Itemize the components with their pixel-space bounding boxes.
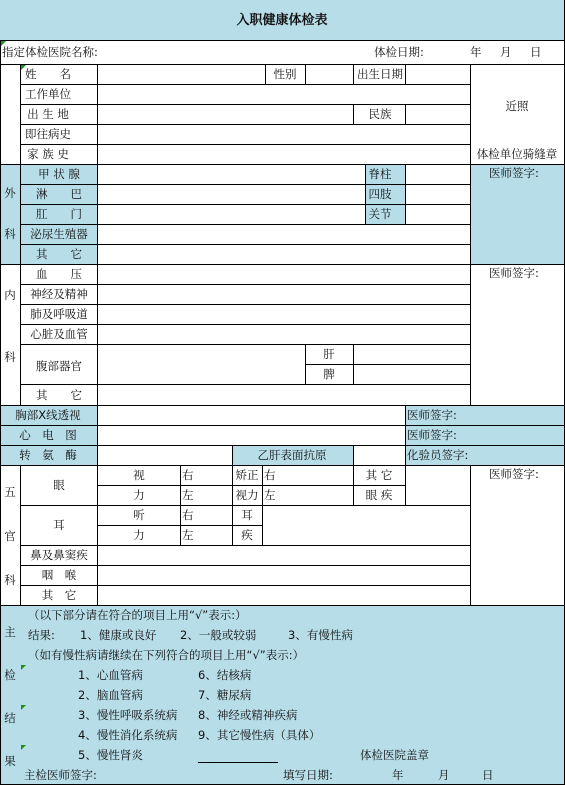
ethnicity-field[interactable]: [406, 105, 469, 124]
ent-section-char-2: 官: [4, 529, 16, 543]
ecg-doctor-sign-label: 医师签字:: [407, 428, 457, 442]
throat-label: 咽 喉: [41, 568, 77, 582]
conclusion-section-char-4: 果: [4, 754, 16, 768]
disease-option-4[interactable]: 4、慢性消化系统病: [78, 728, 178, 742]
ent-section-char-3: 科: [4, 573, 16, 587]
name-field[interactable]: [98, 65, 264, 84]
result-label: 结果:: [28, 628, 55, 642]
fill-date-label: 填写日期:: [283, 768, 333, 782]
liver-label: 肝: [323, 347, 335, 361]
hearing-char-2: 力: [133, 528, 145, 542]
hbsag-label: 乙肝表面抗原: [257, 448, 327, 462]
hearing-left-label: 左: [182, 528, 194, 542]
internal-other-label: 其 它: [36, 388, 82, 402]
seal-label: 体检单位骑缝章: [476, 147, 558, 161]
limbs-label: 四肢: [368, 187, 392, 201]
alt-entry[interactable]: [97, 445, 232, 465]
vision-right-label: 右: [182, 468, 194, 482]
internal-section-char-1: 内: [4, 288, 16, 302]
ecg-label: 心 电 图: [19, 428, 77, 442]
nervous-label: 神经及精神: [30, 287, 88, 301]
nervous-field[interactable]: [98, 285, 469, 304]
ent-doctor-sign-label: 医师签字:: [489, 467, 539, 481]
lab-sign-label: 化验员签字:: [407, 448, 469, 462]
conclusion-section-char-1: 主: [4, 625, 16, 639]
workplace-field[interactable]: [98, 85, 469, 104]
throat-field[interactable]: [98, 566, 469, 585]
spleen-field[interactable]: [354, 365, 469, 384]
disease-option-2[interactable]: 2、脑血管病: [78, 688, 143, 702]
birthplace-label: 出 生 地: [27, 107, 69, 121]
photo-area[interactable]: [471, 65, 564, 144]
birthplace-field[interactable]: [98, 105, 352, 124]
lung-label: 肺及呼吸道: [30, 307, 88, 321]
vision-left-label: 左: [182, 488, 194, 502]
fill-date-day: 日: [482, 768, 494, 782]
fill-date-year: 年: [392, 768, 404, 782]
other-eye-label-1: 其 它: [365, 468, 393, 482]
spleen-label: 脾: [323, 367, 335, 381]
gender-label: 性别: [273, 67, 297, 81]
blood-pressure-field[interactable]: [98, 265, 469, 284]
abdomen-label: 腹部器官: [36, 359, 82, 373]
internal-section-char-2: 科: [4, 350, 16, 364]
hospital-seal-label: 体检医院盖章: [360, 748, 429, 762]
lymph-label: 淋 巴: [36, 187, 82, 201]
joints-label: 关节: [368, 207, 392, 221]
birth-date-field[interactable]: [406, 65, 469, 84]
chief-doctor-sign-label: 主检医师签字:: [24, 768, 97, 782]
result-option-2[interactable]: 2、一般或较弱: [180, 628, 257, 642]
specify-underline: [198, 762, 278, 763]
vision-char-1: 视: [133, 468, 145, 482]
ear-label: 耳: [53, 518, 65, 532]
hearing-char-1: 听: [133, 508, 145, 522]
birth-date-label: 出生日期: [357, 67, 403, 81]
family-history-label: 家 族 史: [27, 147, 69, 161]
corrected-right-label: 右: [264, 468, 276, 482]
surgery-section-char-1: 外: [4, 186, 16, 200]
other-eye-label-2: 眼 疾: [365, 488, 393, 502]
exam-date-month: 月: [500, 45, 512, 59]
form-title: 入职健康体检表: [236, 13, 328, 28]
medical-history-field[interactable]: [98, 125, 469, 144]
name-label: 姓 名: [25, 67, 71, 81]
heart-label: 心脏及血管: [30, 327, 88, 341]
ent-other-field[interactable]: [98, 586, 469, 605]
conclusion-section-char-2: 检: [4, 668, 16, 682]
alt-label: 转 氨 酶: [19, 448, 77, 462]
nose-field[interactable]: [98, 546, 469, 565]
xray-label: 胸部X线透视: [15, 408, 81, 422]
ent-other-label: 其 它: [41, 588, 77, 602]
conclusion-section-char-3: 结: [4, 711, 16, 725]
hospital-name-field[interactable]: [110, 42, 360, 62]
corrected-char-2: 视力: [235, 488, 259, 502]
xray-doctor-sign-label: 医师签字:: [407, 408, 457, 422]
gender-field[interactable]: [306, 65, 352, 84]
conclusion-note-1: （以下部分请在符合的项目上用“√”表示:）: [28, 608, 247, 622]
ear-disease-char-1: 耳: [241, 508, 253, 522]
corrected-left-label: 左: [264, 488, 276, 502]
exam-date-label: 体检日期:: [374, 45, 424, 59]
ear-disease-char-2: 疾: [241, 528, 253, 542]
spine-limbs-entry[interactable]: [405, 164, 470, 224]
disease-option-3[interactable]: 3、慢性呼吸系统病: [78, 708, 178, 722]
disease-option-6[interactable]: 6、结核病: [198, 668, 252, 682]
vision-char-2: 力: [133, 488, 145, 502]
liver-field[interactable]: [354, 345, 469, 364]
fill-date-month: 月: [438, 768, 450, 782]
corrected-char-1: 矫正: [235, 468, 259, 482]
internal-doctor-sign-label: 医师签字:: [489, 266, 539, 280]
hbsag-entry[interactable]: [353, 445, 405, 465]
spine-label: 脊柱: [368, 167, 392, 181]
surgery-section-char-2: 科: [4, 227, 16, 241]
exam-date-year: 年: [470, 45, 482, 59]
workplace-label: 工作单位: [25, 87, 71, 101]
thyroid-label: 甲 状 腺: [38, 167, 80, 181]
result-option-1[interactable]: 1、健康或良好: [80, 628, 157, 642]
disease-option-8[interactable]: 8、神经或精神疾病: [198, 708, 298, 722]
conclusion-note-2: （如有慢性病请继续在下列符合的项目上用“√”表示:）: [28, 648, 305, 662]
lung-field[interactable]: [98, 305, 469, 324]
blood-pressure-label: 血 压: [36, 267, 82, 281]
medical-history-label: 即往病史: [25, 127, 71, 141]
heart-field[interactable]: [98, 325, 469, 344]
eye-label: 眼: [53, 478, 65, 492]
surgery-other-label: 其 它: [36, 247, 82, 261]
hospital-name-label: 指定体检医院名称:: [2, 45, 98, 59]
urogenital-label: 泌尿生殖器: [30, 227, 88, 241]
exam-date-day: 日: [530, 45, 542, 59]
ethnicity-label: 民族: [368, 107, 392, 121]
nose-label: 鼻及鼻窦疾: [30, 548, 88, 562]
family-history-field[interactable]: [98, 145, 469, 164]
disease-option-5[interactable]: 5、慢性肾炎: [78, 748, 143, 762]
photo-label: 近照: [505, 99, 529, 113]
disease-option-7[interactable]: 7、糖尿病: [198, 688, 252, 702]
surgery-doctor-sign-label: 医师签字:: [489, 166, 539, 180]
ent-section-char-1: 五: [4, 485, 16, 499]
hearing-right-label: 右: [182, 508, 194, 522]
disease-option-1[interactable]: 1、心血管病: [78, 668, 143, 682]
anus-label: 肛 门: [36, 207, 82, 221]
disease-option-9[interactable]: 9、其它慢性病（具体）: [198, 728, 321, 742]
result-option-3[interactable]: 3、有慢性病: [288, 628, 353, 642]
